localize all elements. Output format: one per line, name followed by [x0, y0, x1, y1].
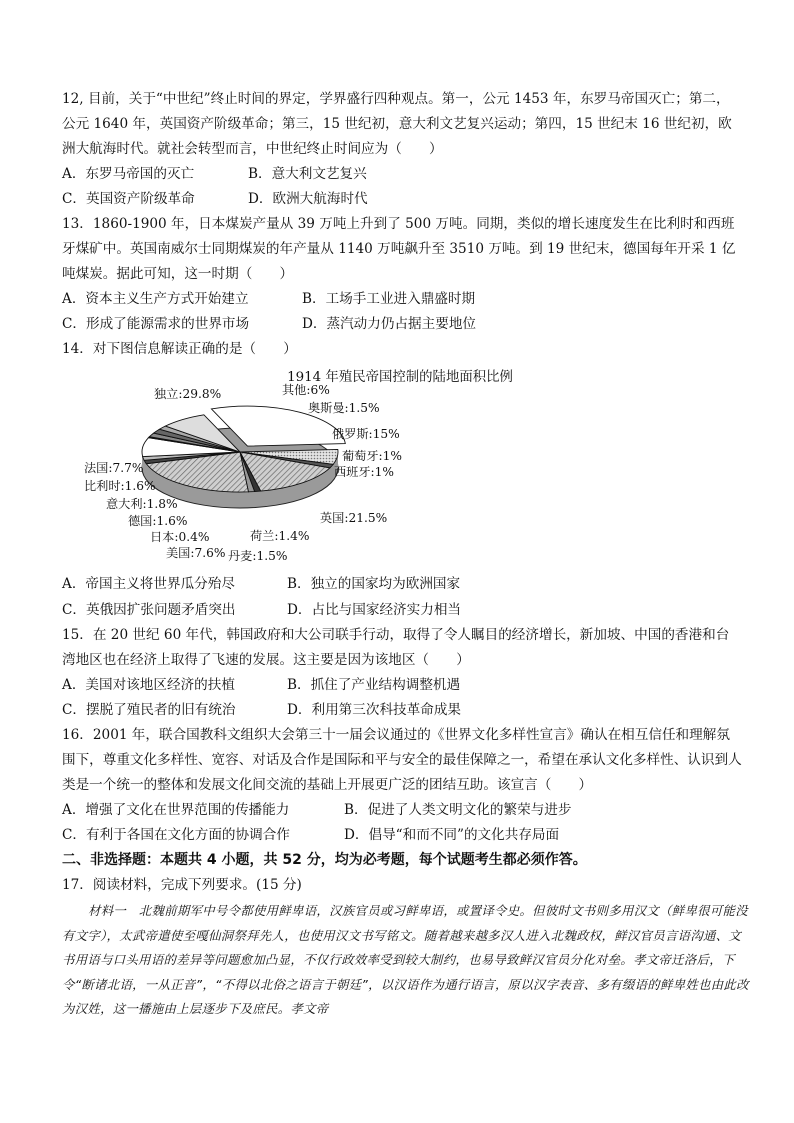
question-12-options-2 — [62, 187, 742, 212]
question-12-option-b[interactable]: B．意大利文艺复兴 — [248, 166, 367, 182]
question-13-options-2 — [62, 312, 742, 337]
question-15-options-2 — [62, 698, 742, 723]
question-16-options-2 — [62, 823, 742, 848]
question-17-stem: 17．阅读材料，完成下列要求。(15 分) — [62, 877, 302, 893]
question-15-option-a[interactable]: A．美国对该地区经济的扶植 — [62, 677, 235, 693]
pie-slice-label: 其他:6% — [282, 383, 330, 397]
pie-slice-label: 西班牙:1% — [334, 465, 395, 479]
pie-slice-label: 意大利:1.8% — [106, 497, 178, 511]
question-12-stem: 12, 目前，关于“中世纪”终止时间的界定，学界盛行四种观点。第一，公元 1453 年，东罗马帝国灭亡；第二，公元 1640 年，英国资产阶级革命；第三，15 世纪初，意大利文艺复兴运动；第四，15 世纪末 16 世纪初，欧洲大航海时代。就社会转型而言，中世纪终止时间应为（ ） — [62, 91, 732, 157]
pie-slice-label: 俄罗斯:15% — [332, 427, 400, 441]
pie-slice-label: 美国:7.6% — [166, 546, 226, 560]
question-12-option-c[interactable]: C．英国资产阶级革命 — [62, 191, 195, 207]
chart-title: 1914 年殖民帝国控制的陆地面积比例 — [287, 370, 513, 385]
pie-chart — [70, 382, 490, 572]
question-14-option-d[interactable]: D．占比与国家经济实力相当 — [287, 602, 462, 618]
question-16-option-b[interactable]: B．促进了人类文明文化的繁荣与进步 — [344, 802, 572, 818]
question-14-option-c[interactable]: C．英俄因扩张问题矛盾突出 — [62, 602, 236, 618]
pie-chart-figure — [70, 366, 730, 572]
pie-slice-label: 独立:29.8% — [154, 387, 222, 401]
question-14-stem: 14．对下图信息解读正确的是（ ） — [62, 341, 297, 357]
question-16-option-d[interactable]: D．倡导“和而不同”的文化共存局面 — [344, 827, 560, 843]
pie-slice-label: 葡萄牙:1% — [342, 449, 403, 463]
question-14-option-b[interactable]: B．独立的国家均为欧洲国家 — [287, 576, 461, 592]
pie-slice-label: 德国:1.6% — [128, 514, 188, 528]
question-15-option-b[interactable]: B．抓住了产业结构调整机遇 — [287, 677, 461, 693]
pie-slice-label: 丹麦:1.5% — [228, 549, 288, 563]
pie-slice-label: 奥斯曼:1.5% — [308, 401, 380, 415]
question-16-options — [62, 798, 742, 823]
question-12-options — [62, 162, 742, 187]
question-14-options — [62, 572, 742, 597]
section-2-heading: 二、非选择题：本题共 4 小题，共 52 分，均为必考题，每个试题考生都必须作答。 — [62, 852, 587, 868]
pie-slice-label: 法国:7.7% — [84, 461, 144, 475]
question-17-material-1: 材料一 北魏前期军中号令都使用鲜卑语，汉族官员或习鲜卑语，或置译令史。但彼时文书则多用汉文（鲜卑很可能没有文字），太武帝遣使至嘎仙洞祭拜先人，也使用汉文书写铭文。随着越来越多汉人进入北魏政权，鲜汉官员言语沟通、文书用语与口头用语的差异等问题愈加凸显，不仅行政效率受到较大制约，也易导致鲜汉官员分化对垒。孝文帝迁洛后，下令“断诸北语，一从正音”，“不得以北俗之语言于朝廷”，以汉语作为通行语言，原以汉字表音、多有缀语的鲜卑姓也由此改为汉姓，这一播施由上层逐步下及庶民。孝文帝 — [62, 903, 749, 1017]
pie-slice-label: 荷兰:1.4% — [250, 529, 310, 543]
question-15-option-d[interactable]: D．利用第三次科技革命成果 — [287, 702, 462, 718]
question-12-option-d[interactable]: D．欧洲大航海时代 — [248, 191, 368, 207]
pie-slice-label: 比利时:1.6% — [84, 479, 156, 493]
question-16-stem: 16．2001 年，联合国教科文组织大会第三十一届会议通过的《世界文化多样性宣言》确认在相互信任和理解氛围下，尊重文化多样性、宽容、对话及合作是国际和平与安全的最佳保障之一，希望在承认文化多样性、认识到人类是一个统一的整体和发展文化间交流的基础上开展更广泛的团结互助。该宣言（ ） — [62, 727, 742, 793]
question-13-option-d[interactable]: D．蒸汽动力仍占据主要地位 — [302, 316, 477, 332]
question-13-option-b[interactable]: B．工场手工业进入鼎盛时期 — [302, 291, 476, 307]
question-13-option-a[interactable]: A．资本主义生产方式开始建立 — [62, 291, 249, 307]
question-16-option-a[interactable]: A．增强了文化在世界范围的传播能力 — [62, 802, 290, 818]
question-13-stem: 13．1860-1900 年，日本煤炭产量从 39 万吨上升到了 500 万吨。同期，类似的增长速度发生在比利时和西班牙煤矿中。英国南威尔士同期煤炭的年产量从 1140 万吨飙升至 3510 万吨。到 19 世纪末，德国每年开采 1 亿吨煤炭。据此可知，这一时期（ ） — [62, 216, 736, 282]
question-15-stem: 15．在 20 世纪 60 年代，韩国政府和大公司联手行动，取得了令人瞩目的经济增长，新加坡、中国的香港和台湾地区也在经济上取得了飞速的发展。这主要是因为该地区（ ） — [62, 627, 730, 668]
pie-slice-label: 日本:0.4% — [150, 530, 210, 544]
question-16-option-c[interactable]: C．有利于各国在文化方面的协调合作 — [62, 827, 290, 843]
question-14-options-2 — [62, 598, 742, 623]
pie-slice-label: 英国:21.5% — [320, 511, 388, 525]
question-14-option-a[interactable]: A．帝国主义将世界瓜分殆尽 — [62, 576, 235, 592]
question-15-options — [62, 673, 742, 698]
question-13-option-c[interactable]: C．形成了能源需求的世界市场 — [62, 316, 250, 332]
question-12-option-a[interactable]: A．东罗马帝国的灭亡 — [62, 166, 195, 182]
question-13-options — [62, 287, 742, 312]
question-15-option-c[interactable]: C．摆脱了殖民者的旧有统治 — [62, 702, 236, 718]
